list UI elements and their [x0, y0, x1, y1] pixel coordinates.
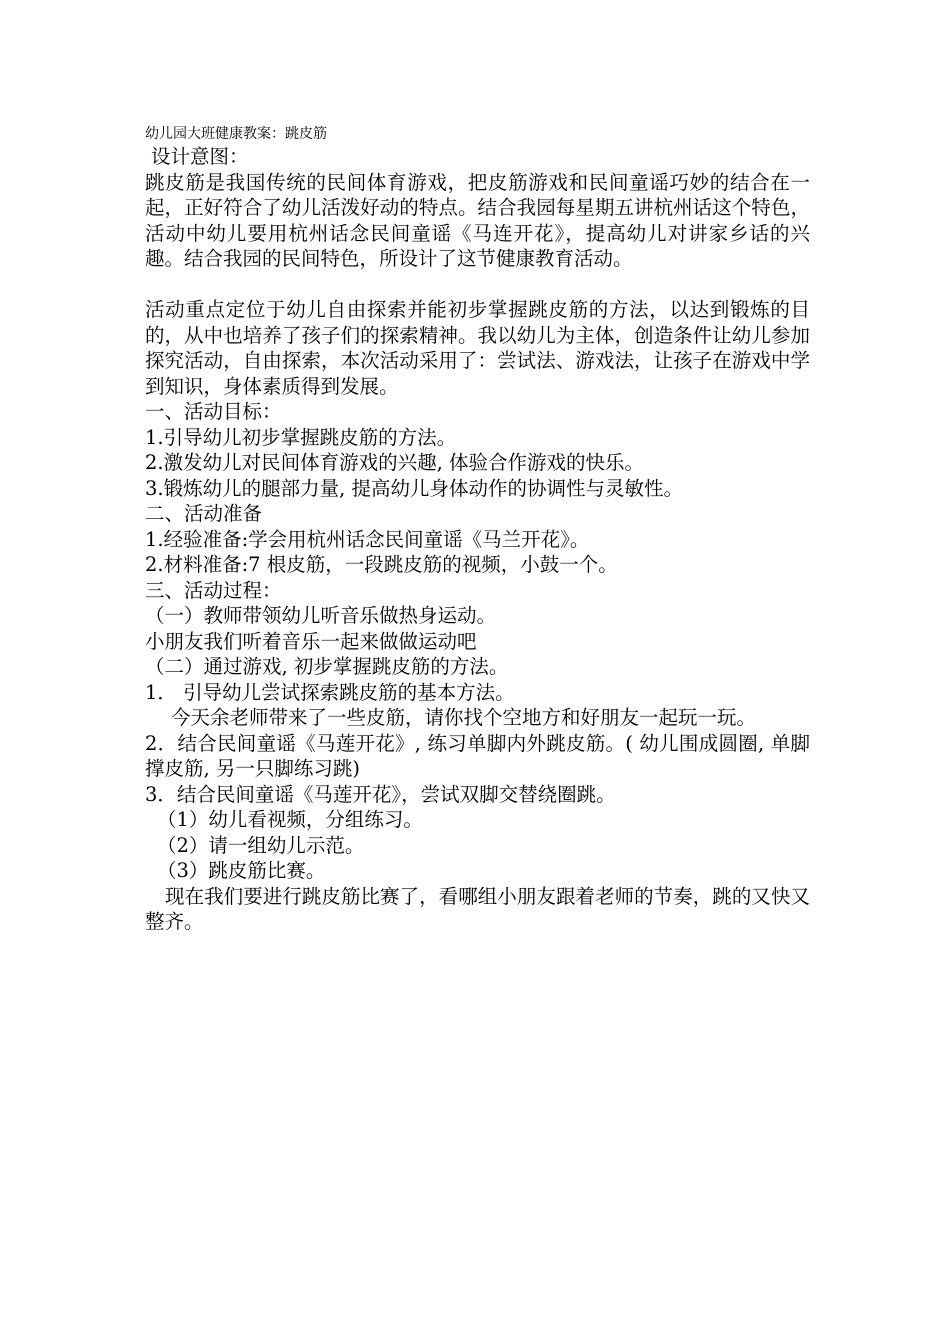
paragraph-focus: 活动重点定位于幼儿自由探索并能初步掌握跳皮筋的方法，以达到锻炼的目的，从中也培养了孩子们的探索精神。我以幼儿为主体，创造条件让幼儿参加探究活动，自由探索，本次活动采用了：尝试法、游戏法，让孩子在游戏中学到知识，身体素质得到发展。 [145, 298, 810, 398]
step-2-item-3: 3．结合民间童谣《马莲开花》，尝试双脚交替绕圈跳。 [145, 782, 616, 806]
goal-item-3: 3.锻炼幼儿的腿部力量, 提高幼儿身体动作的协调性与灵敏性。 [145, 476, 684, 500]
step-2-item-1: 1． 引导幼儿尝试探索跳皮筋的基本方法。 [145, 680, 515, 704]
document-body [145, 124, 810, 935]
step-2-item-1-text [145, 705, 810, 731]
goal-item-1: 1.引导幼儿初步掌握跳皮筋的方法。 [145, 425, 457, 449]
design-heading: 设计意图： [151, 145, 249, 168]
blank-line [145, 272, 810, 298]
prep-item-2: 2.材料准备:7 根皮筋，一段跳皮筋的视频，小鼓一个。 [145, 553, 618, 576]
section-goals-heading: 一、活动目标： [145, 400, 282, 423]
step-1-text: 小朋友我们听着音乐一起来做做运动吧 [145, 629, 477, 653]
sub-item-1: （1）幼儿看视频，分组练习。 [157, 808, 423, 831]
document-title: 幼儿园大班健康教案：跳皮筋 [145, 126, 327, 142]
sub-item-3: （3）跳皮筋比赛。 [157, 859, 326, 882]
prep-item-1: 1.经验准备:学会用杭州话念民间童谣《马兰开花》。 [145, 527, 590, 551]
step-2-item-1-text-content: 今天余老师带来了一些皮筋，请你找个空地方和好朋友一起玩一玩。 [171, 706, 757, 729]
sub-item-2: （2）请一组幼儿示范。 [157, 833, 365, 857]
closing-paragraph [145, 884, 810, 935]
closing-paragraph-content: 现在我们要进行跳皮筋比赛了，看哪组小朋友跟着老师的节奏，跳的又快又整齐。 [145, 884, 810, 933]
goal-item-2: 2.激发幼儿对民间体育游戏的兴趣, 体验合作游戏的快乐。 [145, 451, 645, 474]
section-process-heading: 三、活动过程： [145, 578, 282, 602]
step-2-heading: （二）通过游戏, 初步掌握跳皮筋的方法。 [145, 655, 509, 678]
step-1-heading: （一）教师带领幼儿听音乐做热身运动。 [145, 604, 497, 627]
section-prep-heading: 二、活动准备 [145, 502, 263, 525]
step-2-item-2: 2．结合民间童谣《马莲开花》, 练习单脚内外跳皮筋。( 幼儿围成圆圈, 单脚撑皮筋, 另一只脚练习跳) [145, 731, 810, 780]
paragraph-intro: 跳皮筋是我国传统的民间体育游戏，把皮筋游戏和民间童谣巧妙的结合在一起，正好符合了幼儿活泼好动的特点。结合我园每星期五讲杭州话这个特色，活动中幼儿要用杭州话念民间童谣《马连开花》，提高幼儿对讲家乡话的兴趣。结合我园的民间特色，所设计了这节健康教育活动。 [145, 170, 810, 270]
